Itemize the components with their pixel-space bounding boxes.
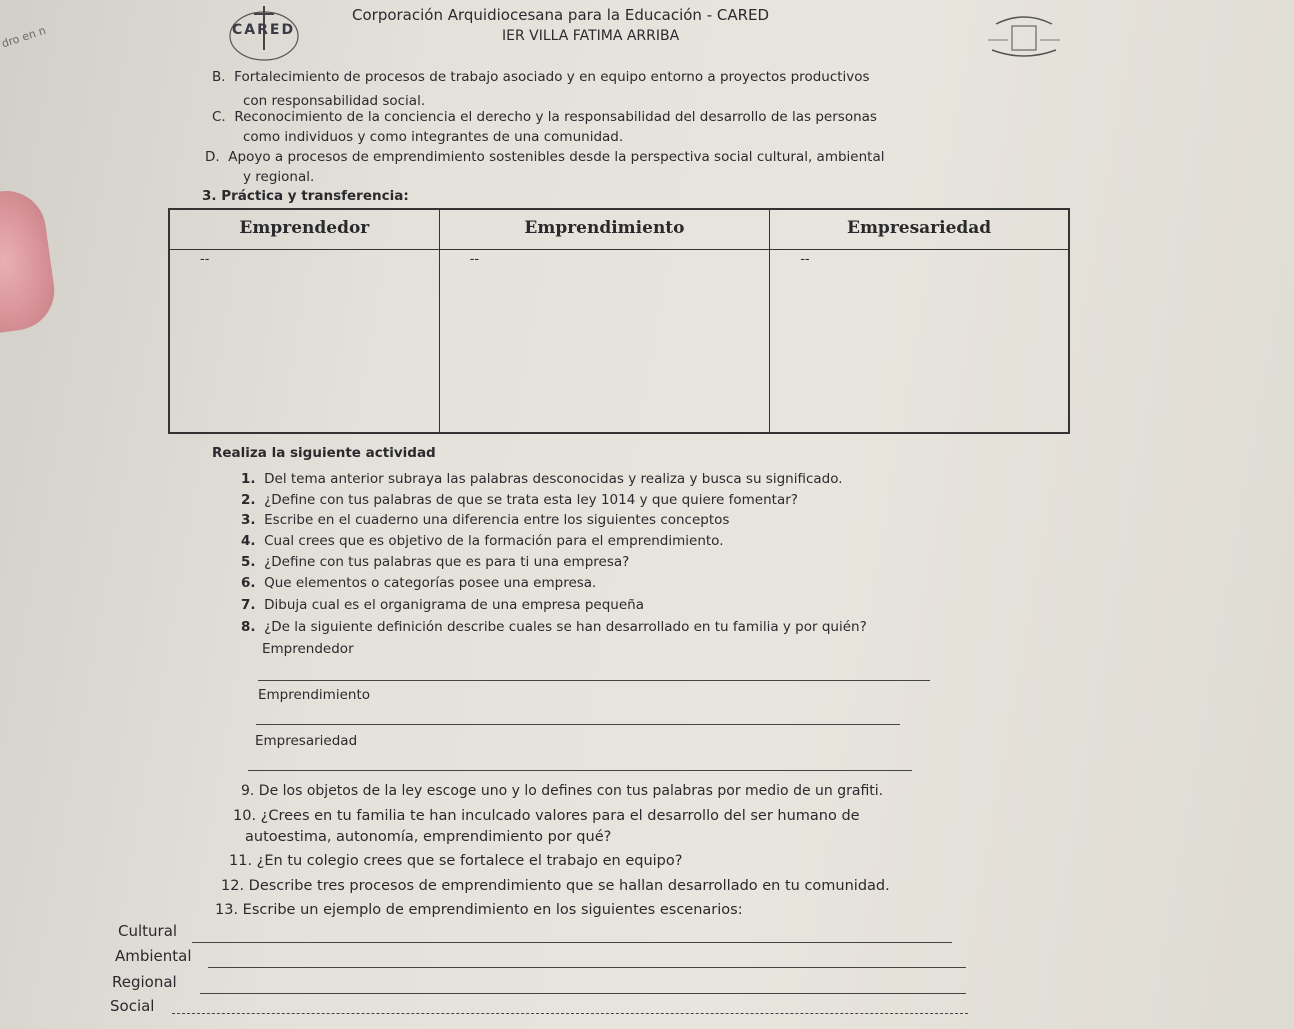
question-10: 10. ¿Crees en tu familia te han inculcado valores para el desarrollo del ser humano de bbox=[233, 808, 860, 824]
scenario-regional: Regional bbox=[112, 973, 177, 991]
scenario-cultural: Cultural bbox=[118, 922, 178, 940]
answer-line-emprendimiento[interactable] bbox=[256, 724, 900, 725]
logo-text: CARED bbox=[232, 22, 296, 38]
question-2: 2. ¿Define con tus palabras de que se trata esta ley 1014 y que quiere fomentar? bbox=[241, 492, 798, 508]
objective-c-cont: como individuos y como integrantes de una comunidad. bbox=[243, 129, 624, 145]
question-7: 7. Dibuja cual es el organigrama de una empresa pequeña bbox=[241, 597, 644, 613]
table-header-emprendedor: Emprendedor bbox=[169, 209, 439, 250]
table-header-empresariedad: Empresariedad bbox=[770, 209, 1069, 250]
question-6: 6. Que elementos o categorías posee una empresa. bbox=[241, 575, 597, 591]
answer-line-emprendedor[interactable] bbox=[258, 680, 930, 681]
question-4: 4. Cual crees que es objetivo de la formación para el emprendimiento. bbox=[241, 533, 724, 549]
question-9: 9. De los objetos de la ley escoge uno y lo defines con tus palabras por medio de un grafiti. bbox=[241, 783, 884, 799]
objective-b-cont: con responsabilidad social. bbox=[243, 93, 426, 109]
question-12: 12. Describe tres procesos de emprendimiento que se hallan desarrollado en tu comunidad. bbox=[221, 878, 890, 894]
thumb-in-photo bbox=[0, 186, 59, 334]
answer-line-empresariedad[interactable] bbox=[248, 770, 912, 771]
answer-line-cultural[interactable] bbox=[192, 942, 952, 943]
scenario-social: Social bbox=[110, 997, 155, 1015]
section-3-title: 3. Práctica y transferencia: bbox=[202, 188, 409, 204]
objective-d-cont: y regional. bbox=[243, 169, 315, 185]
table-header-emprendimiento: Emprendimiento bbox=[439, 209, 770, 250]
question-1: 1. Del tema anterior subraya las palabras desconocidas y realiza y busca su significado. bbox=[241, 471, 843, 487]
table-cell-emprendedor: -- bbox=[169, 250, 439, 434]
table-cell-emprendimiento: -- bbox=[439, 250, 770, 434]
school-name: IER VILLA FATIMA ARRIBA bbox=[502, 28, 680, 44]
answer-line-social[interactable] bbox=[172, 1013, 968, 1014]
q8-term-emprendedor: Emprendedor bbox=[262, 641, 354, 657]
question-13: 13. Escribe un ejemplo de emprendimiento en los siguientes escenarios: bbox=[215, 902, 743, 918]
objective-b: B. Fortalecimiento de procesos de trabajo asociado y en equipo entorno a proyectos productivos bbox=[212, 69, 870, 85]
activity-title: Realiza la siguiente actividad bbox=[212, 445, 436, 461]
q8-term-emprendimiento: Emprendimiento bbox=[258, 687, 371, 703]
q8-term-empresariedad: Empresariedad bbox=[255, 733, 358, 749]
margin-note: dro en n bbox=[0, 23, 48, 51]
question-3: 3. Escribe en el cuaderno una diferencia entre los siguientes conceptos bbox=[241, 512, 730, 528]
question-8: 8. ¿De la siguiente definición describe cuales se han desarrollado en tu familia y por quién? bbox=[241, 619, 867, 635]
question-10-cont: autoestima, autonomía, emprendimiento por qué? bbox=[245, 829, 612, 845]
cared-logo bbox=[224, 2, 314, 64]
institution-name: Corporación Arquidiocesana para la Educación - CARED bbox=[352, 6, 770, 24]
objective-c: C. Reconocimiento de la conciencia el derecho y la responsabilidad del desarrollo de las personas bbox=[212, 109, 877, 125]
question-5: 5. ¿Define con tus palabras que es para ti una empresa? bbox=[241, 554, 630, 570]
question-11: 11. ¿En tu colegio crees que se fortalece el trabajo en equipo? bbox=[229, 853, 683, 869]
school-crest-icon bbox=[984, 6, 1064, 68]
answer-line-ambiental[interactable] bbox=[208, 967, 966, 968]
concepts-table bbox=[168, 208, 1070, 434]
table-cell-empresariedad: -- bbox=[770, 250, 1069, 434]
objective-d: D. Apoyo a procesos de emprendimiento sostenibles desde la perspectiva social cultural, ambiental bbox=[205, 149, 885, 165]
answer-line-regional[interactable] bbox=[200, 993, 966, 994]
scenario-ambiental: Ambiental bbox=[115, 947, 192, 965]
